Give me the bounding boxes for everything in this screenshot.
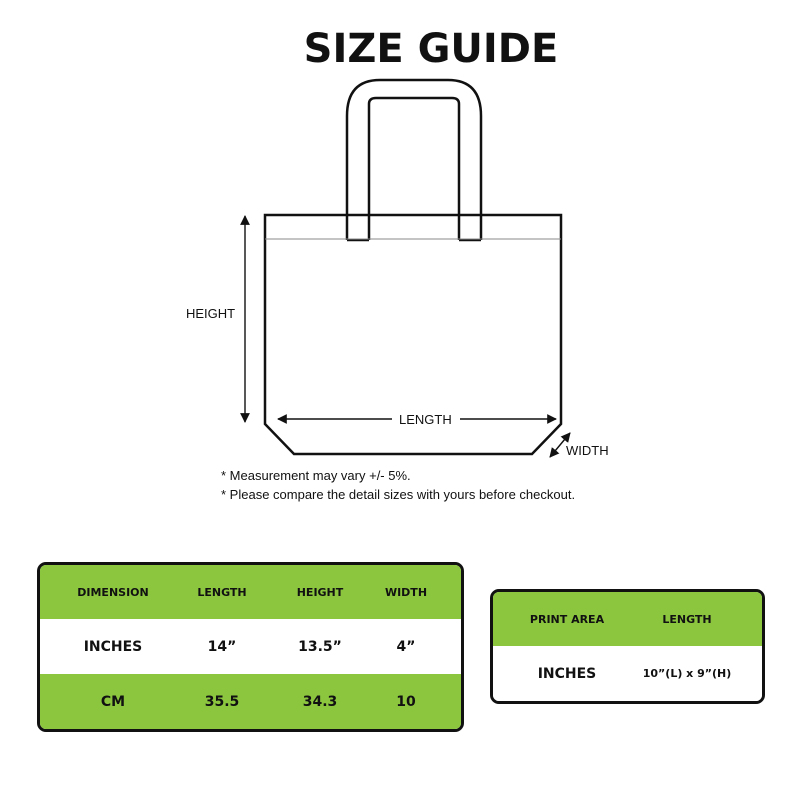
row-label-inches: INCHES: [83, 638, 143, 655]
table-row: [493, 646, 762, 701]
inches-width: 4”: [396, 638, 416, 655]
size-table-header: [40, 565, 461, 619]
row-label-cm: CM: [100, 693, 126, 710]
cm-width: 10: [396, 693, 416, 710]
print-header-area: PRINT AREA: [529, 612, 605, 626]
length-label: LENGTH: [399, 412, 452, 427]
width-label: WIDTH: [566, 443, 609, 458]
size-header-length: LENGTH: [197, 585, 247, 599]
table-row: [40, 619, 461, 674]
print-header-length: LENGTH: [662, 612, 712, 626]
print-row-label-inches: INCHES: [537, 665, 597, 682]
note-compare: * Please compare the detail sizes with yours before checkout.: [221, 487, 576, 502]
cm-height: 34.3: [302, 693, 338, 710]
size-header-width: WIDTH: [384, 585, 428, 599]
measurement-notes: [221, 466, 575, 504]
size-header-height: HEIGHT: [296, 585, 344, 599]
print-area-size: 10”(L) x 9”(H): [642, 667, 732, 680]
print-table-header: [493, 592, 762, 646]
table-row: [40, 674, 461, 729]
size-header-dimension: DIMENSION: [77, 585, 149, 599]
inches-length: 14”: [207, 638, 237, 655]
note-variance: * Measurement may vary +/- 5%.: [221, 468, 411, 483]
page-title: SIZE GUIDE: [303, 26, 559, 72]
inches-height: 13.5”: [298, 638, 342, 655]
size-table: [37, 562, 464, 732]
height-label: HEIGHT: [186, 306, 236, 321]
cm-length: 35.5: [204, 693, 240, 710]
print-area-table: [490, 589, 765, 704]
